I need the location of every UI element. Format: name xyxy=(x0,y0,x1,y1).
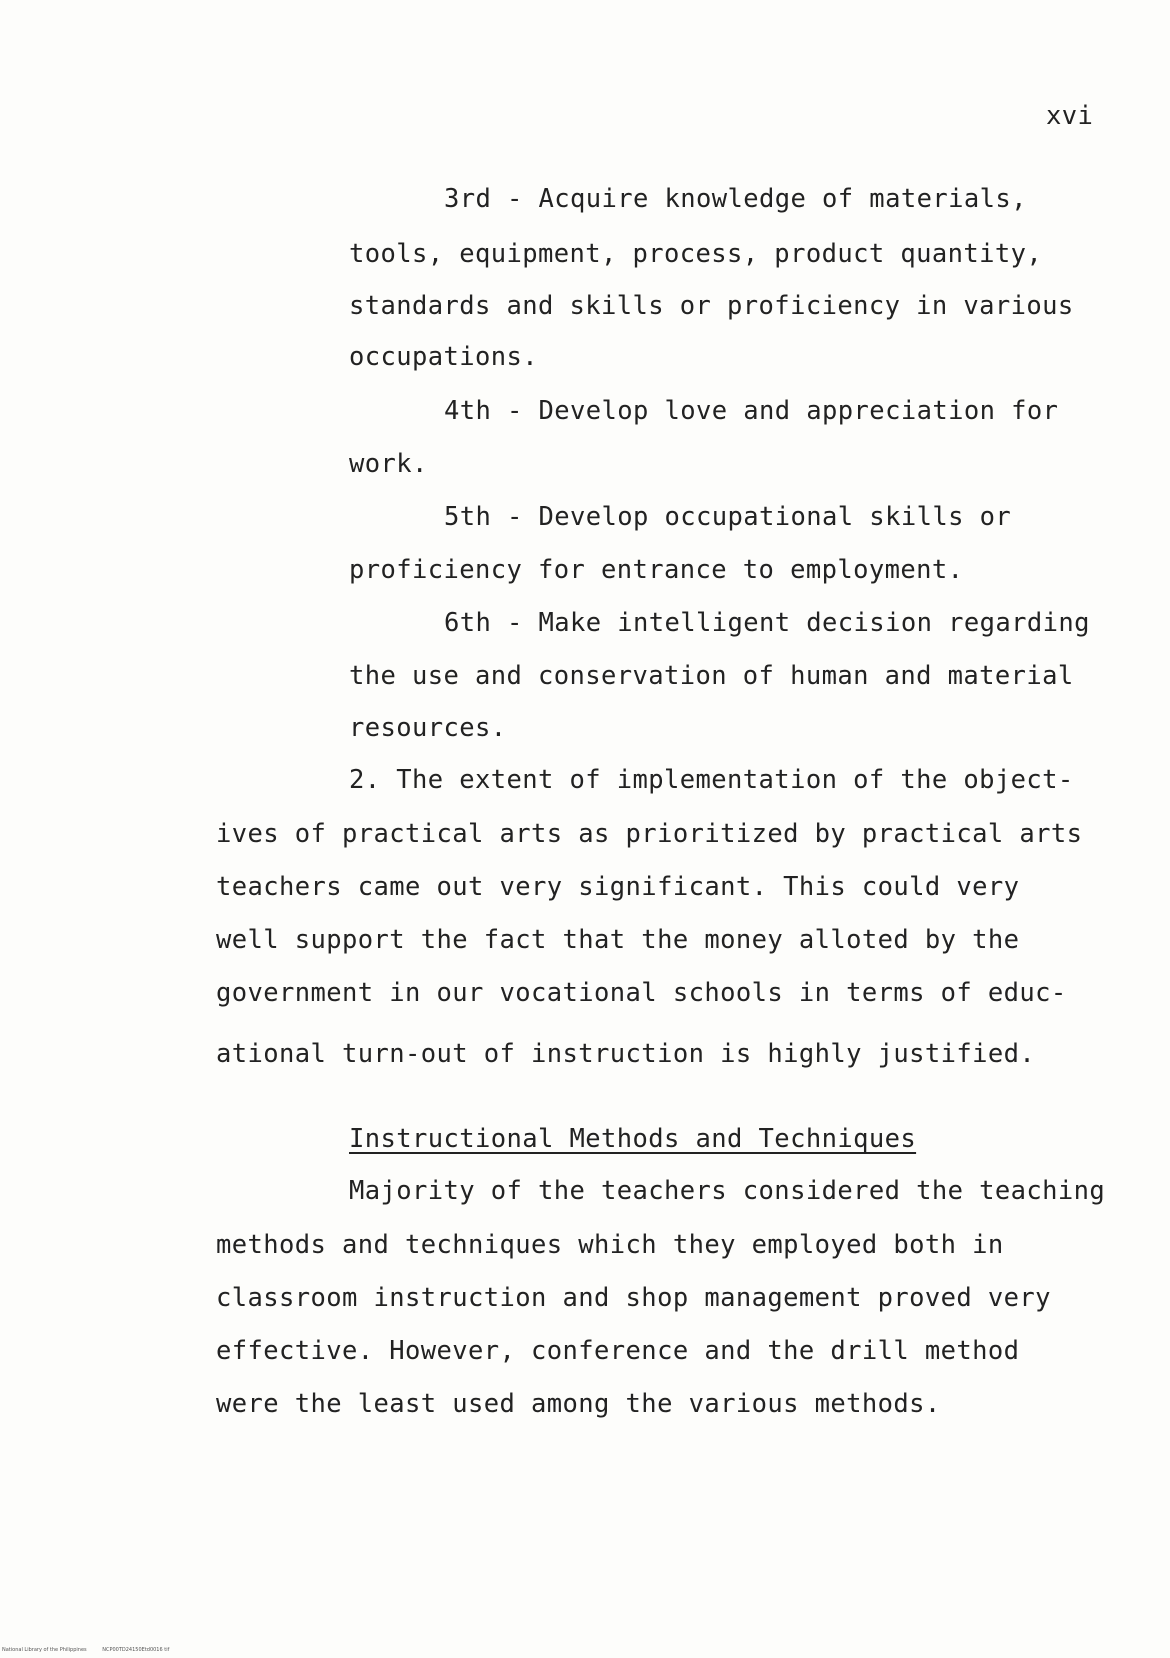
text-line: tools, equipment, process, product quantity, xyxy=(349,239,1043,269)
text-line: 2. The extent of implementation of the object- xyxy=(349,765,1074,795)
text-line: methods and techniques which they employed both in xyxy=(216,1230,1004,1260)
text-line: government in our vocational schools in terms of educ- xyxy=(216,978,1067,1008)
page-number: xvi xyxy=(1046,101,1094,131)
text-line: proficiency for entrance to employment. xyxy=(349,555,964,585)
text-line: work. xyxy=(349,449,428,479)
text-line: occupations. xyxy=(349,342,539,372)
text-line: 4th - Develop love and appreciation for xyxy=(444,396,1059,426)
footer-library: National Library of the Philippines xyxy=(2,1647,87,1653)
text-line: resources. xyxy=(349,713,507,743)
text-line: 5th - Develop occupational skills or xyxy=(444,502,1012,532)
text-line: standards and skills or proficiency in various xyxy=(349,291,1074,321)
text-line: ives of practical arts as prioritized by practical arts xyxy=(216,819,1083,849)
footer-code: NCP00TD24150Etd0016 tif xyxy=(102,1647,170,1653)
text-line: 6th - Make intelligent decision regarding xyxy=(444,608,1090,638)
text-line: were the least used among the various methods. xyxy=(216,1389,941,1419)
text-line: the use and conservation of human and material xyxy=(349,661,1074,691)
text-line: teachers came out very significant. This could very xyxy=(216,872,1020,902)
section-heading: Instructional Methods and Techniques xyxy=(349,1124,917,1154)
text-line: effective. However, conference and the drill method xyxy=(216,1336,1020,1366)
text-line: well support the fact that the money alloted by the xyxy=(216,925,1020,955)
scan-footer xyxy=(2,1647,183,1653)
text-line: classroom instruction and shop management proved very xyxy=(216,1283,1051,1313)
text-line: ational turn-out of instruction is highly justified. xyxy=(216,1039,1036,1069)
text-line: 3rd - Acquire knowledge of materials, xyxy=(444,184,1027,214)
text-line: Majority of the teachers considered the teaching xyxy=(349,1176,1106,1206)
